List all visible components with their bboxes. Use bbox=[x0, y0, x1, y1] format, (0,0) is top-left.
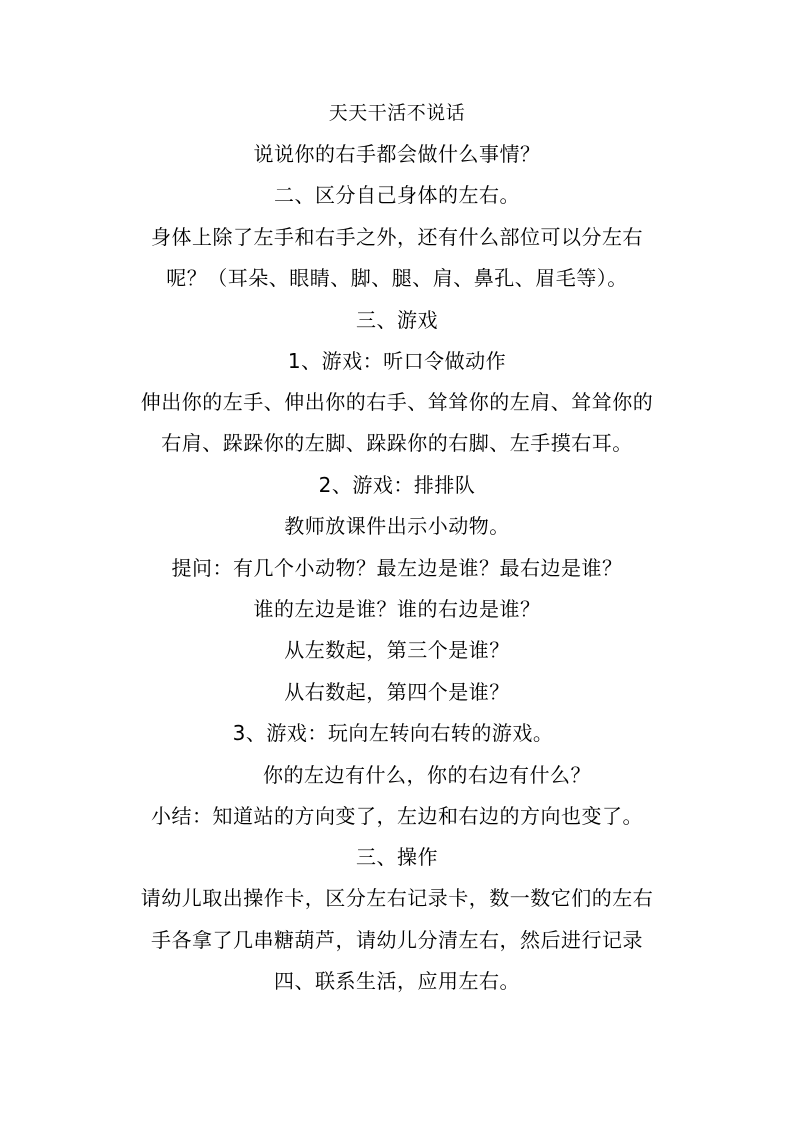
text-line-what-on-sides: 你的左边有什么，你的右边有什么？ bbox=[263, 763, 591, 787]
subheading-game-2: 2、游戏：排排队 bbox=[318, 473, 476, 497]
text-line-third-from-left: 从左数起，第三个是谁？ bbox=[284, 638, 510, 662]
section-heading-daily-life: 四、联系生活，应用左右。 bbox=[274, 969, 520, 993]
text-line-courseware: 教师放课件出示小动物。 bbox=[284, 514, 510, 538]
text-line-game-1-actions-b: 右肩、跺跺你的左脚、跺跺你的右脚、左手摸右耳。 bbox=[161, 431, 633, 455]
section-heading-distinguish-body: 二、区分自己身体的左右。 bbox=[274, 183, 520, 207]
text-line-operation-card-b: 手各拿了几串糖葫芦，请幼儿分清左右，然后进行记录 bbox=[151, 928, 643, 952]
subheading-game-1: 1、游戏：听口令做动作 bbox=[287, 349, 507, 373]
text-line-body-parts-list: 呢？（耳朵、眼睛、脚、腿、肩、鼻孔、眉毛等）。 bbox=[166, 266, 628, 290]
text-line-summary: 小结：知道站的方向变了，左边和右边的方向也变了。 bbox=[151, 804, 643, 828]
text-line-game-1-actions-a: 伸出你的左手、伸出你的右手、耸耸你的左肩、耸耸你的 bbox=[140, 390, 654, 414]
text-line-right-hand-question: 说说你的右手都会做什么事情？ bbox=[253, 142, 541, 166]
text-line-question-animals: 提问：有几个小动物？最左边是谁？最右边是谁？ bbox=[171, 556, 623, 580]
text-line-fourth-from-right: 从右数起，第四个是谁？ bbox=[284, 680, 510, 704]
text-line-song-ending: 天天干活不说话 bbox=[328, 102, 466, 124]
section-heading-operation: 三、操作 bbox=[356, 845, 438, 869]
text-line-body-parts-question: 身体上除了左手和右手之外，还有什么部位可以分左右 bbox=[151, 225, 643, 249]
section-heading-games: 三、游戏 bbox=[356, 308, 438, 332]
text-line-operation-card-a: 请幼儿取出操作卡，区分左右记录卡，数一数它们的左右 bbox=[140, 886, 654, 910]
text-line-question-left-right: 谁的左边是谁？谁的右边是谁？ bbox=[253, 597, 541, 621]
subheading-game-3: 3、游戏：玩向左转向右转的游戏。 bbox=[232, 721, 554, 745]
